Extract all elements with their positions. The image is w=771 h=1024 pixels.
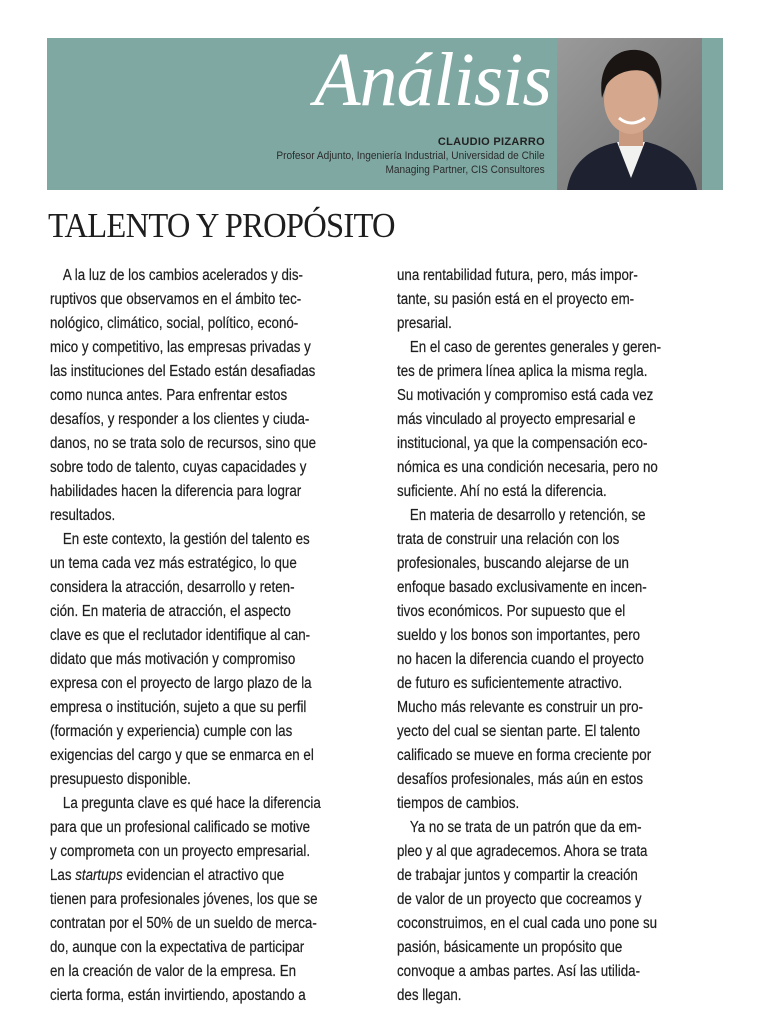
text-line: [50, 864, 330, 888]
author-role: Profesor Adjunto, Ingeniería Industrial, Universidad de Chile: [276, 150, 545, 162]
text-line: Mucho más relevante es construir un pro-: [397, 699, 643, 716]
section-banner: [47, 38, 723, 190]
text-line: didato que más motivación y compromiso: [50, 651, 296, 668]
text-line: tante, su pasión está en el proyecto em-: [397, 291, 635, 308]
text-line: nológico, climático, social, político, econó-: [50, 315, 299, 332]
text-line: tienen para profesionales jóvenes, los que se: [50, 891, 318, 908]
text-line: pleo y al que agradecemos. Ahora se trata: [397, 843, 648, 860]
article-column-right: [397, 264, 713, 1008]
author-byline: [253, 135, 545, 177]
text-line: exigencias del cargo y que se enmarca en el: [50, 747, 314, 764]
article-column-left: [50, 264, 376, 1008]
article-paragraph: [397, 336, 713, 504]
text-line: tivos económicos. Por supuesto que el: [397, 603, 626, 620]
text-line: coconstruimos, en el cual cada uno pone su: [397, 915, 658, 932]
text-line: en la creación de valor de la empresa. En: [50, 963, 297, 980]
text-line: trata de construir una relación con los: [397, 531, 620, 548]
article-title: TALENTO Y PROPÓSITO: [48, 206, 395, 245]
text-line: un tema cada vez más estratégico, lo que: [50, 555, 297, 572]
text-line: desafíos, y responder a los clientes y ciuda-: [50, 411, 310, 428]
text-line: profesionales, buscando alejarse de un: [397, 555, 629, 572]
text-line: En este contexto, la gestión del talento es: [62, 531, 310, 548]
text-line: sobre todo de talento, cuyas capacidades y: [50, 459, 307, 476]
article-paragraph: [397, 816, 713, 1008]
text-line: resultados.: [50, 507, 116, 524]
text-line: A la luz de los cambios acelerados y dis-: [62, 267, 303, 284]
italic-term: startups: [75, 867, 123, 884]
text-line: do, aunque con la expectativa de participar: [50, 939, 305, 956]
article-paragraph: [50, 528, 376, 792]
text-line: más vinculado al proyecto empresarial e: [397, 411, 636, 428]
author-name: CLAUDIO PIZARRO: [437, 136, 545, 148]
article-paragraph: [50, 264, 376, 528]
text-line: (formación y experiencia) cumple con las: [50, 723, 293, 740]
text-line: habilidades hacen la diferencia para lograr: [50, 483, 302, 500]
text-line: y comprometa con un proyecto empresarial.: [50, 843, 311, 860]
text-line: En materia de desarrollo y retención, se: [409, 507, 646, 524]
text-line: suficiente. Ahí no está la diferencia.: [397, 483, 607, 500]
text-line: En el caso de gerentes generales y geren-: [409, 339, 662, 356]
text-line: empresa o institución, sujeto a que su perfil: [50, 699, 307, 716]
text-line: clave es que el reclutador identifique al can-: [50, 627, 311, 644]
text-line: nómica es una condición necesaria, pero no: [397, 459, 658, 476]
text-line: de trabajar juntos y compartir la creación: [397, 867, 638, 884]
article-paragraph: [397, 264, 713, 336]
text-line: convoque a ambas partes. Así las utilida-: [397, 963, 641, 980]
text-line: tiempos de cambios.: [397, 795, 520, 812]
text-segment: Las: [50, 867, 76, 884]
text-line: presarial.: [397, 315, 452, 332]
author-role: Managing Partner, CIS Consultores: [385, 164, 545, 176]
text-line: de valor de un proyecto que cocreamos y: [397, 891, 642, 908]
text-line: enfoque basado exclusivamente en incen-: [397, 579, 647, 596]
text-line: desafíos profesionales, más aún en estos: [397, 771, 644, 788]
text-line: des llegan.: [397, 987, 462, 1004]
text-line: cierta forma, están invirtiendo, apostando a: [50, 987, 306, 1004]
text-segment: evidencian el atractivo que: [122, 867, 285, 884]
text-line: sueldo y los bonos son importantes, pero: [397, 627, 641, 644]
text-line: tes de primera línea aplica la misma regla.: [397, 363, 648, 380]
text-line: pasión, básicamente un propósito que: [397, 939, 623, 956]
text-line: yecto del cual se sientan parte. El talento: [397, 723, 641, 740]
article-paragraph: [50, 792, 376, 1008]
text-line: institucional, ya que la compensación eco-: [397, 435, 648, 452]
text-line: mico y competitivo, las empresas privadas y: [50, 339, 311, 356]
text-line: considera la atracción, desarrollo y reten-: [50, 579, 295, 596]
text-line: La pregunta clave es qué hace la diferencia: [62, 795, 321, 812]
text-line: Ya no se trata de un patrón que da em-: [409, 819, 642, 836]
text-line: ruptivos que observamos en el ámbito tec-: [50, 291, 302, 308]
text-line: presupuesto disponible.: [50, 771, 191, 788]
section-title: Análisis: [314, 38, 551, 122]
text-line: contratan por el 50% de un sueldo de merca-: [50, 915, 317, 932]
text-line: calificado se mueve en forma creciente por: [397, 747, 652, 764]
text-line: ción. En materia de atracción, el aspecto: [50, 603, 291, 620]
text-line: las instituciones del Estado están desafiadas: [50, 363, 316, 380]
text-line: Su motivación y compromiso está cada vez: [397, 387, 654, 404]
text-line: como nunca antes. Para enfrentar estos: [50, 387, 288, 404]
author-photo: [557, 38, 702, 190]
text-line: expresa con el proyecto de largo plazo de la: [50, 675, 312, 692]
text-line: no hacen la diferencia cuando el proyecto: [397, 651, 644, 668]
text-line: para que un profesional calificado se motive: [50, 819, 311, 836]
text-line: una rentabilidad futura, pero, más impor-: [397, 267, 638, 284]
text-line: danos, no se trata solo de recursos, sino que: [50, 435, 317, 452]
text-line: de futuro es suficientemente atractivo.: [397, 675, 623, 692]
article-paragraph: [397, 504, 713, 816]
